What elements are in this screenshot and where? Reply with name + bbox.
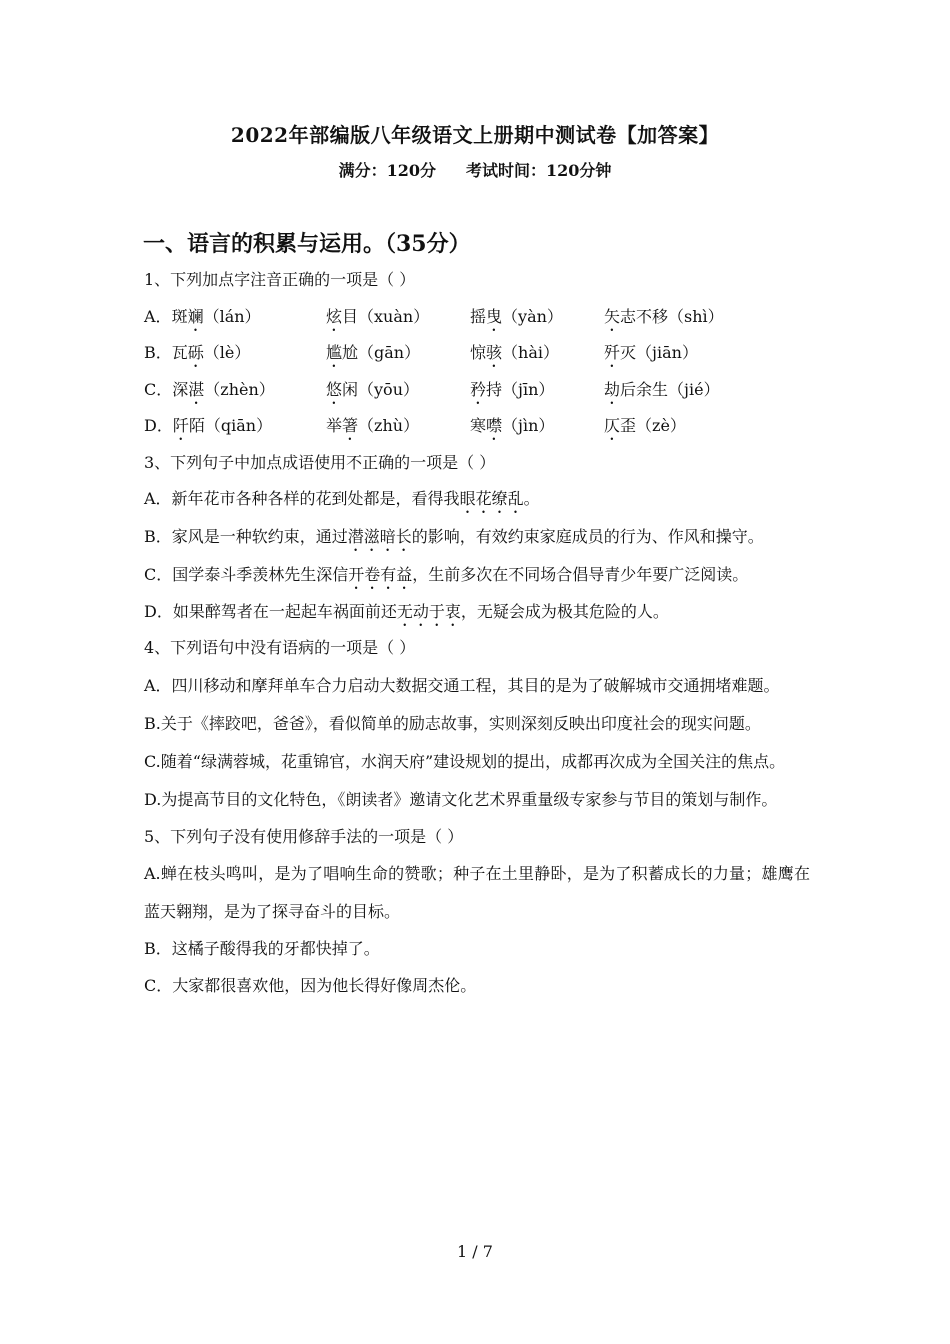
option-letter: C． xyxy=(144,379,173,399)
full-score: 满分：120分 xyxy=(338,161,436,180)
dotted-character: 湛 xyxy=(188,379,205,399)
question-1-stem: 1、下列加点字注音正确的一项是（ ） xyxy=(144,270,416,289)
option-entry: 矜持（jīn） xyxy=(470,372,604,409)
dotted-character: 箸 xyxy=(342,416,359,435)
option-entry: A．斑斓（lán） xyxy=(144,299,326,336)
option-entry: 仄歪（zè） xyxy=(604,408,804,445)
option-entry: 矢志不移（shì） xyxy=(604,299,804,336)
dotted-character: 阡 xyxy=(172,416,189,435)
question-3-stem: 3、下列句子中加点成语使用不正确的一项是（ ） xyxy=(144,452,496,472)
dotted-character: 噤 xyxy=(486,416,503,435)
option-entry: B．瓦砾（lè） xyxy=(144,335,326,372)
question-1-option-row xyxy=(144,335,810,372)
questions xyxy=(144,262,810,1004)
question-4-option-d: D.为提高节目的文化特色，《朗读者》邀请文化艺术界重量级专家参与节目的策划与制作。 xyxy=(144,789,778,809)
question-5-option-b: B．这橘子酸得我的牙都快掉了。 xyxy=(144,939,380,958)
dotted-character: 矜 xyxy=(470,379,487,399)
dotted-character: 歼 xyxy=(604,343,621,362)
question-3-option-d: D．如果醉驾者在一起起车祸面前还无动于衷，无疑会成为极其危险的人。 xyxy=(144,601,669,621)
option-entry: 歼灭（jiān） xyxy=(604,335,804,372)
option-entry: 摇曳（yàn） xyxy=(470,299,604,336)
question-3-option-a: A．新年花市各种各样的花到处都是，看得我眼花缭乱。 xyxy=(144,489,540,508)
exam-time: 考试时间：120分钟 xyxy=(466,161,612,180)
question-1-options xyxy=(144,299,810,445)
question-4-option-c: C.随着“绿满蓉城，花重锦官，水润天府”建设规划的提出，成都再次成为全国关注的焦点。 xyxy=(144,751,786,771)
dotted-character: 炫 xyxy=(326,306,343,326)
option-entry: 举箸（zhù） xyxy=(326,408,470,445)
dotted-character: 悠 xyxy=(326,379,343,399)
question-4-option-b: B.关于《摔跤吧，爸爸》，看似简单的励志故事，实则深刻反映出印度社会的现实问题。 xyxy=(144,713,761,733)
question-5-option-a: A.蝉在枝头鸣叫，是为了唱响生命的赞歌；种子在土里静卧，是为了积蓄成长的力量；雄鹰在蓝天翱翔，是为了探寻奋斗的目标。 xyxy=(144,864,810,921)
option-entry: D．阡陌（qiān） xyxy=(144,408,326,445)
option-letter: B． xyxy=(144,343,172,362)
option-entry: 炫目（xuàn） xyxy=(326,299,470,336)
option-entry: 尴尬（gān） xyxy=(326,335,470,372)
option-entry: 劫后余生（jié） xyxy=(604,372,804,409)
question-4-stem: 4、下列语句中没有语病的一项是（ ） xyxy=(144,638,416,657)
dotted-character: 矢 xyxy=(604,306,621,326)
question-1-option-row xyxy=(144,299,810,336)
dotted-character: 曳 xyxy=(486,306,503,326)
option-entry: C．深湛（zhèn） xyxy=(144,372,326,409)
dotted-character: 尴 xyxy=(326,343,343,362)
page-number: 1 / 7 xyxy=(457,1242,493,1261)
option-entry: 悠闲（yōu） xyxy=(326,372,470,409)
question-4-option-a: A．四川移动和摩拜单车合力启动大数据交通工程，其目的是为了破解城市交通拥堵难题。 xyxy=(144,675,780,695)
question-3-option-b: B．家风是一种软约束，通过潜滋暗长的影响，有效约束家庭成员的行为、作风和操守。 xyxy=(144,526,764,546)
dotted-character: 骇 xyxy=(486,343,503,362)
dotted-character: 砾 xyxy=(187,343,204,362)
option-letter: A． xyxy=(144,306,172,326)
dotted-idiom: 眼花缭乱 xyxy=(459,489,524,508)
question-1-option-row xyxy=(144,408,810,445)
dotted-character: 斓 xyxy=(187,306,204,326)
section-heading: 一、语言的积累与运用。（35分） xyxy=(143,231,471,257)
dotted-character: 仄 xyxy=(604,416,621,435)
option-letter: D． xyxy=(144,416,173,435)
dotted-idiom: 潜滋暗长 xyxy=(347,526,412,546)
option-entry: 惊骇（hài） xyxy=(470,335,604,372)
option-entry: 寒噤（jìn） xyxy=(470,408,604,445)
question-1-option-row xyxy=(144,372,810,409)
question-5-stem: 5、下列句子没有使用修辞手法的一项是（ ） xyxy=(144,826,464,846)
question-3-option-c: C．国学泰斗季羡林先生深信开卷有益，生前多次在不同场合倡导青少年要广泛阅读。 xyxy=(144,564,749,584)
question-5-option-c: C．大家都很喜欢他，因为他长得好像周杰伦。 xyxy=(144,975,477,995)
exam-title: 2022年部编版八年级语文上册期中测试卷【加答案】 xyxy=(230,123,720,147)
dotted-idiom: 开卷有益 xyxy=(348,564,413,584)
exam-meta xyxy=(0,158,950,181)
dotted-idiom: 无动于衷 xyxy=(396,601,461,621)
dotted-character: 劫 xyxy=(604,379,621,399)
